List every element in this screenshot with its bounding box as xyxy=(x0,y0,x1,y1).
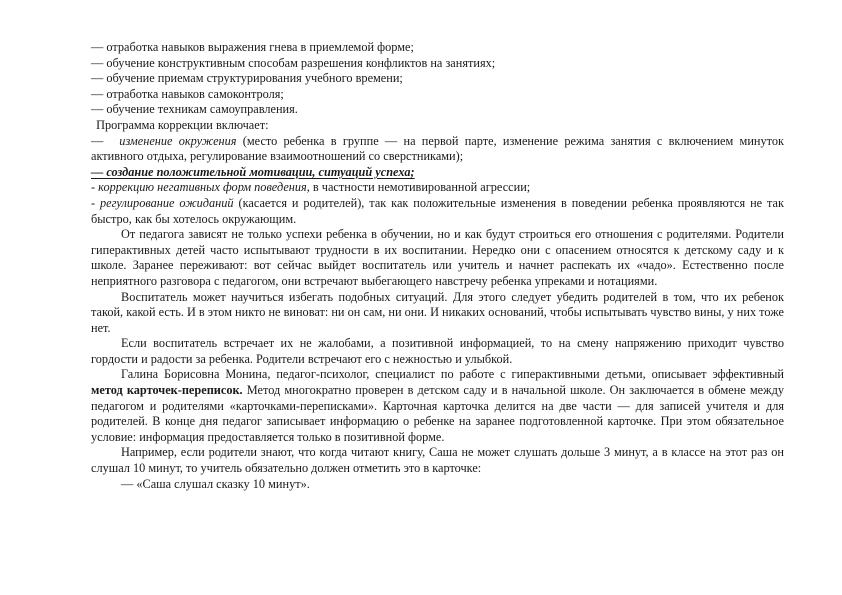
correction-item-text: (касается и родителей), так как положительные изменения в поведении ребенка проявляются не так быстро, как бы хотелось окружающим. xyxy=(91,195,784,226)
card-method-intro: Галина Борисовна Монина, педагог-психолог, специалист по работе с гиперактивными детьми, описывает эффективный xyxy=(121,367,784,382)
correction-item-text: в частности немотивированной агрессии; xyxy=(312,180,531,195)
correction-item-behavior xyxy=(91,180,784,196)
correction-item-title: - коррекцию негативных форм поведения, xyxy=(91,180,310,195)
paragraph-positive-info: Если воспитатель встречает их не жалобами, а позитивной информацией, то на смену напряжению приходит чувство гордости и радости за ребенка. Родители встречают его с нежностью и улыбкой. xyxy=(91,336,784,366)
card-method-text: Метод многократно проверен в детском саду и в начальной школе. Он заключается в обмене между педагогом и родителями «карточками-переписками». Карточная карточка делится на две части — для записей учителя и для родителей. В конце дня педагог записывает информацию о ребенке на заранее подготовленной карточке. При этом обязательное условие: информация предоставляется только в позитивной форме. xyxy=(91,383,785,444)
correction-item-environment xyxy=(91,134,784,165)
paragraph-example: Например, если родители знают, что когда читают книгу, Саша не может слушать дольше 3 минут, а в классе на этот раз он слушал 10 минут, то учитель обязательно должен отметить это в карточке: xyxy=(91,445,784,476)
list-item: — отработка навыков выражения гнева в приемлемой форме; xyxy=(91,40,414,54)
correction-item-title: изменение окружения xyxy=(119,133,237,148)
program-heading xyxy=(91,118,784,134)
paragraph-teacher-role: От педагога зависят не только успехи ребенка в обучении, но и как будут строиться его отношения с родителями. Родители гиперактивных детей часто испытывают трудности в их воспитании. Нередко они с опасением относятся к детскому саду и к школе. Заранее переживают: вот сейчас выйдет воспитатель или учитель и начнет распекать их «чадо». Естественно после неприятного разговора с педагогом, они встречают выбегающего навстречу ребенка упреками и нотациями. xyxy=(91,227,784,288)
correction-item-expectations xyxy=(91,196,784,227)
paragraph-quote: — «Саша слушал сказку 10 минут». xyxy=(121,476,310,491)
correction-item-title: - регулирование ожиданий xyxy=(91,195,234,210)
list-item: — обучение техникам самоуправления. xyxy=(91,102,298,117)
list-item: — обучение конструктивным способам разрешения конфликтов на занятиях; xyxy=(91,55,496,70)
correction-item-motivation: — создание положительной мотивации, ситуаций успеха; xyxy=(91,164,415,179)
program-heading-text: Программа коррекции включает: xyxy=(96,117,269,132)
correction-item-dash: — xyxy=(91,133,104,148)
paragraph-card-method xyxy=(91,367,784,445)
correction-item-text: (место ребенка в группе — на первой парте, изменение режима занятия с включением минуток активного отдыха, регулирование взаимоотношений со сверстниками); xyxy=(91,133,784,164)
list-item: — обучение приемам структурирования учебного времени; xyxy=(91,71,403,86)
card-method-title: метод карточек-переписок. xyxy=(91,383,243,398)
paragraph-avoid-situations: Воспитатель может научиться избегать подобных ситуаций. Для этого следует убедить родителей в том, что их ребенок такой, какой есть. И в этом никто не виноват: ни он сам, ни они. И никаких оснований, чтобы испытывать чувство вины, у них тоже нет. xyxy=(91,289,785,335)
list-item: — отработка навыков самоконтроля; xyxy=(91,86,284,101)
